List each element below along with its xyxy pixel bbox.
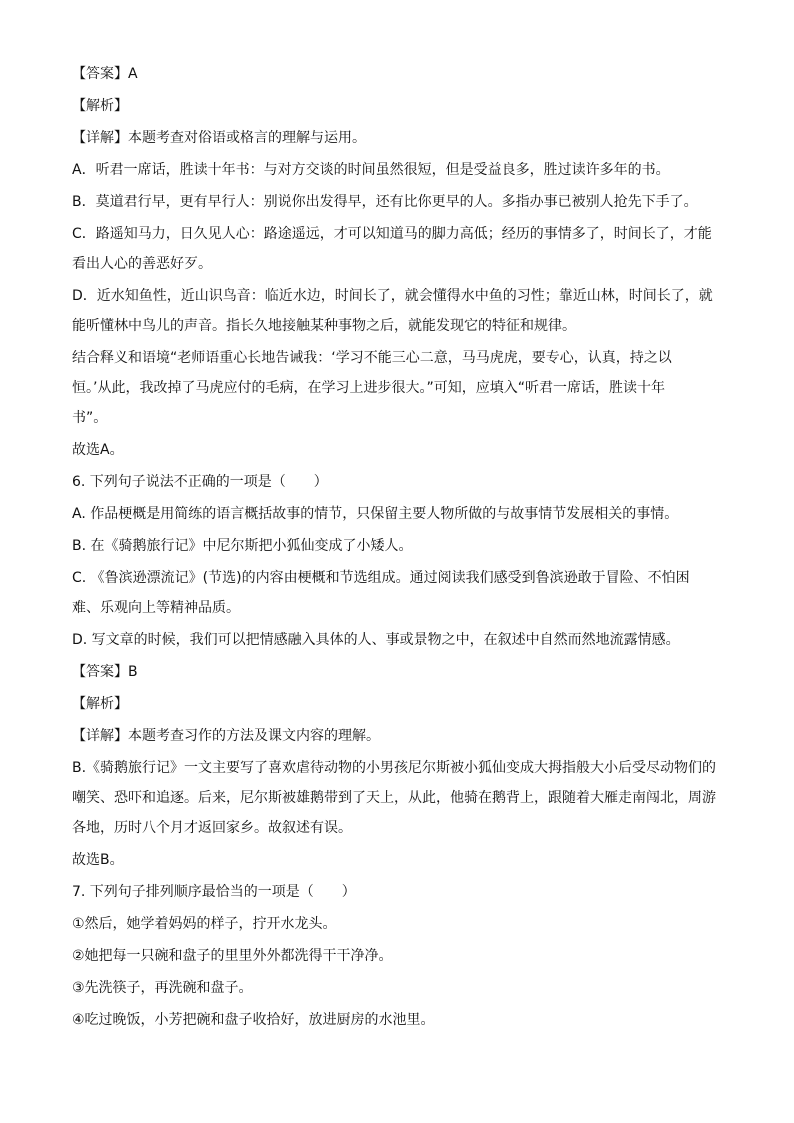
detail-line-1: 【详解】本题考查对俗语或格言的理解与运用。 xyxy=(72,130,366,146)
explanation-d-1: D．近水知鱼性，近山识鸟音：临近水边，时间长了，就会懂得水中鱼的习性；靠近山林，时间长了，就 xyxy=(72,288,713,304)
context-line-2: 恒。’从此，我改掉了马虎应付的毛病，在学习上进步很大。”可知，应填入“听君一席话，胜读十年 xyxy=(72,380,665,396)
answer-label-1: 【答案】A xyxy=(72,66,138,82)
choose-line-2: 故选B。 xyxy=(72,852,124,868)
q7-sentence-3: ③先洗筷子，再洗碗和盘子。 xyxy=(72,980,253,996)
analysis-label-2: 【解析】 xyxy=(72,696,128,712)
q6-explain-3: 各地，历时八个月才返回家乡。故叙述有误。 xyxy=(72,820,352,836)
explanation-c-1: C．路遥知马力，日久见人心：路途遥远，才可以知道马的脚力高低；经历的事情多了，时间长了，才能 xyxy=(72,226,712,242)
explanation-a: A．听君一席话，胜读十年书：与对方交谈的时间虽然很短，但是受益良多，胜过读许多年的书。 xyxy=(72,162,670,178)
detail-line-2: 【详解】本题考查习作的方法及课文内容的理解。 xyxy=(72,728,380,744)
q6-explain-2: 嘲笑、恐吓和追逐。后来，尼尔斯被雄鹅带到了天上，从此，他骑在鹅背上，跟随着大雁走南闯北，周游 xyxy=(72,790,716,806)
analysis-label-1: 【解析】 xyxy=(72,98,128,114)
question-6: 6. 下列句子说法不正确的一项是（ ） xyxy=(72,474,328,490)
answer-label-2: 【答案】B xyxy=(72,664,138,680)
choose-line-1: 故选A。 xyxy=(72,442,124,458)
q6-explain-1: B.《骑鹅旅行记》一文主要写了喜欢虐待动物的小男孩尼尔斯被小狐仙变成大拇指般大小后受尽动物们的 xyxy=(72,760,717,776)
q7-sentence-2: ②她把每一只碗和盘子的里里外外都洗得干干净净。 xyxy=(72,948,393,964)
context-line-3: 书”。 xyxy=(72,410,108,426)
q6-option-b: B. 在《骑鹅旅行记》中尼尔斯把小狐仙变成了小矮人。 xyxy=(72,538,413,554)
q6-option-c-2: 难、乐观向上等精神品质。 xyxy=(72,600,240,616)
explanation-b: B．莫道君行早，更有早行人：别说你出发得早，还有比你更早的人。多指办事已被别人抢先下手了。 xyxy=(72,194,698,210)
q6-option-d: D. 写文章的时候，我们可以把情感融入具体的人、事或景物之中，在叙述中自然而然地流露情感。 xyxy=(72,632,680,648)
q6-option-c-1: C. 《鲁滨逊漂流记》(节选)的内容由梗概和节选组成。通过阅读我们感受到鲁滨逊敢于冒险、不怕困 xyxy=(72,570,690,586)
context-line-1: 结合释义和语境“老师语重心长地告诫我：‘学习不能三心二意，马马虎虎，要专心，认真，持之以 xyxy=(72,350,672,366)
explanation-c-2: 看出人心的善恶好歹。 xyxy=(72,256,212,272)
q7-sentence-1: ①然后，她学着妈妈的样子，拧开水龙头。 xyxy=(72,916,337,932)
q7-sentence-4: ④吃过晚饭，小芳把碗和盘子收拾好，放进厨房的水池里。 xyxy=(72,1012,435,1028)
question-7: 7. 下列句子排列顺序最恰当的一项是（ ） xyxy=(72,884,356,900)
explanation-d-2: 能听懂林中鸟儿的声音。指长久地接触某种事物之后，就能发现它的特征和规律。 xyxy=(72,318,576,334)
q6-option-a: A. 作品梗概是用简练的语言概括故事的情节，只保留主要人物所做的与故事情节发展相关的事情。 xyxy=(72,506,679,522)
